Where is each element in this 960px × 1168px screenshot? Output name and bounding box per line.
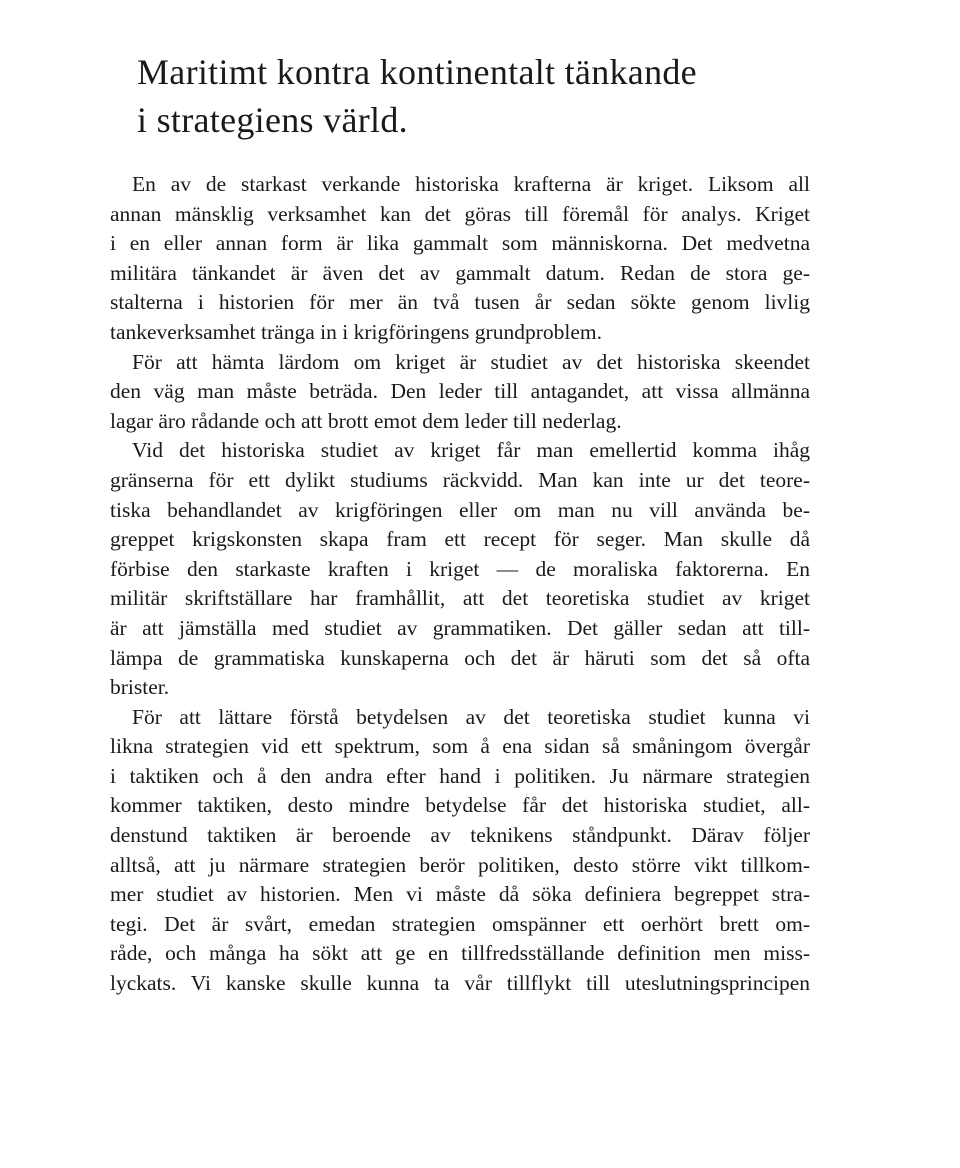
text-line: i en eller annan form är lika gammalt som människorna. Det medvetna bbox=[110, 231, 810, 256]
title-line-1: Maritimt kontra kontinentalt tänkande bbox=[137, 52, 697, 92]
text-line: militära tänkandet är även det av gammalt datum. Redan de stora ge- bbox=[110, 260, 810, 285]
text-line: är att jämställa med studiet av grammatiken. Det gäller sedan att till- bbox=[110, 615, 810, 640]
text-line: i taktiken och å den andra efter hand i politiken. Ju närmare strategien bbox=[110, 763, 810, 788]
text-line: annan mänsklig verksamhet kan det göras till föremål för analys. Kriget bbox=[110, 201, 810, 226]
text-line: den väg man måste beträda. Den leder till antagandet, att vissa allmänna bbox=[110, 379, 810, 404]
body-text bbox=[110, 170, 810, 999]
text-line: tiska behandlandet av krigföringen eller om man nu vill använda be- bbox=[110, 497, 810, 522]
text-line: tegi. Det är svårt, emedan strategien omspänner ett oerhört brett om- bbox=[110, 911, 810, 936]
text-line: För att hämta lärdom om kriget är studiet av det historiska skeendet bbox=[132, 349, 810, 374]
text-line: denstund taktiken är beroende av teknikens ståndpunkt. Därav följer bbox=[110, 823, 810, 848]
text-line: brister. bbox=[110, 675, 170, 700]
text-line: gränserna för ett dylikt studiums räckvidd. Man kan inte ur det teore- bbox=[110, 467, 810, 492]
text-line: likna strategien vid ett spektrum, som å ena sidan så småningom övergår bbox=[110, 734, 810, 759]
text-line: stalterna i historien för mer än två tusen år sedan sökte genom livlig bbox=[110, 290, 810, 315]
text-line: tankeverksamhet tränga in i krigföringens grundproblem. bbox=[110, 319, 602, 344]
text-line: För att lättare förstå betydelsen av det teoretiska studiet kunna vi bbox=[132, 704, 810, 729]
text-line: Vid det historiska studiet av kriget får man emellertid komma ihåg bbox=[132, 438, 810, 463]
text-line: greppet krigskonsten skapa fram ett recept för seger. Man skulle då bbox=[110, 527, 810, 552]
text-line: råde, och många ha sökt att ge en tillfredsställande definition men miss- bbox=[110, 941, 810, 966]
text-line: lämpa de grammatiska kunskaperna och det är häruti som det så ofta bbox=[110, 645, 810, 670]
text-line: alltså, att ju närmare strategien berör politiken, desto större vikt tillkom- bbox=[110, 852, 810, 877]
text-line: mer studiet av historien. Men vi måste då söka definiera begreppet stra- bbox=[110, 882, 810, 907]
text-line: kommer taktiken, desto mindre betydelse får det historiska studiet, all- bbox=[110, 793, 810, 818]
text-line: lagar äro rådande och att brott emot dem leder till nederlag. bbox=[110, 408, 622, 433]
text-line: militär skriftställare har framhållit, att det teoretiska studiet av kriget bbox=[110, 586, 810, 611]
page-title bbox=[137, 48, 777, 144]
text-line: En av de starkast verkande historiska krafterna är kriget. Liksom all bbox=[132, 172, 810, 196]
text-line: förbise den starkaste kraften i kriget — de moraliska faktorerna. En bbox=[110, 556, 810, 581]
text-line: lyckats. Vi kanske skulle kunna ta vår tillflykt till uteslutningsprincipen bbox=[110, 971, 810, 996]
title-line-2: i strategiens värld. bbox=[137, 100, 408, 140]
